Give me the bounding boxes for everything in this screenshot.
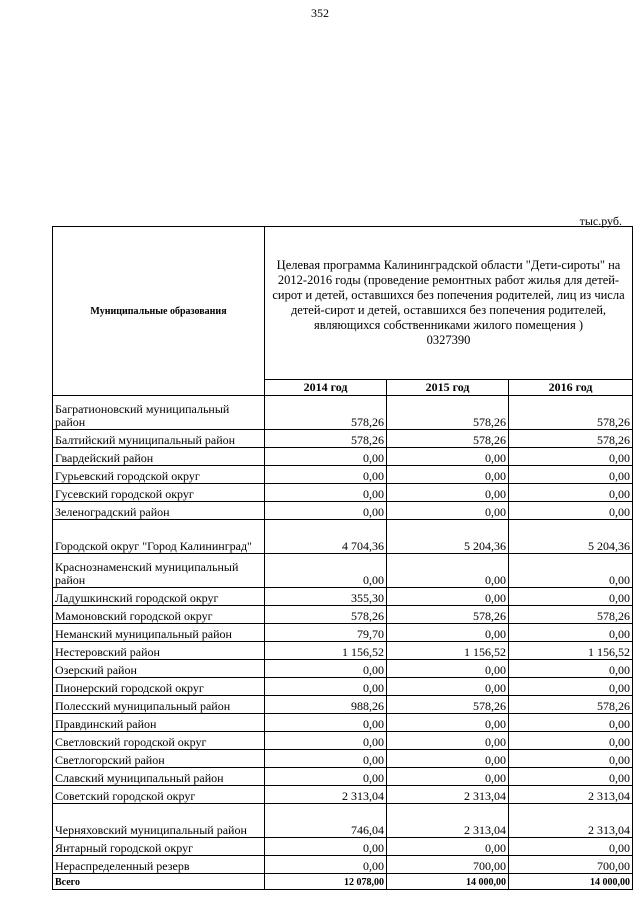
table-row [53, 466, 633, 484]
table-row [53, 502, 633, 520]
value-2016: 0,00 [509, 660, 633, 678]
table-row [53, 804, 633, 838]
value-2016: 0,00 [509, 448, 633, 466]
value-2014: 988,26 [265, 696, 387, 714]
value-2015: 0,00 [387, 714, 509, 732]
value-2014: 746,04 [265, 804, 387, 838]
value-2015: 578,26 [387, 430, 509, 448]
program-text: Целевая программа Калининградской области "Дети-сироты" на 2012-2016 годы (проведение ремонтных работ жилья для детей-сирот и детей, оставшихся без попечения родителей, лиц из числа детей-сирот и детей, оставшихся без попечения родителей, являющихся собственниками жилого помещения ) [272, 258, 625, 332]
value-2014: 4 704,36 [265, 520, 387, 554]
value-2015: 578,26 [387, 696, 509, 714]
value-2014: 0,00 [265, 554, 387, 588]
table-row [53, 430, 633, 448]
table-header [53, 227, 633, 396]
value-2014: 0,00 [265, 660, 387, 678]
table-body [53, 396, 633, 890]
row-name: Мамоновский городской округ [53, 606, 265, 624]
table-row [53, 714, 633, 732]
table-row [53, 696, 633, 714]
value-2015: 0,00 [387, 484, 509, 502]
value-2016: 578,26 [509, 396, 633, 430]
budget-table [52, 226, 633, 890]
row-name: Пионерский городской округ [53, 678, 265, 696]
year-header-2014: 2014 год [265, 380, 387, 396]
value-2016: 1 156,52 [509, 642, 633, 660]
table-row [53, 642, 633, 660]
row-name: Нераспределенный резерв [53, 856, 265, 874]
table-row [53, 588, 633, 606]
table-row [53, 396, 633, 430]
value-2016: 2 313,04 [509, 786, 633, 804]
total-2015: 14 000,00 [387, 874, 509, 890]
table-row [53, 678, 633, 696]
value-2014: 355,30 [265, 588, 387, 606]
row-name: Славский муниципальный район [53, 768, 265, 786]
value-2014: 0,00 [265, 714, 387, 732]
table-row [53, 554, 633, 588]
value-2016: 0,00 [509, 624, 633, 642]
value-2016: 0,00 [509, 838, 633, 856]
table-row [53, 520, 633, 554]
row-name: Правдинский район [53, 714, 265, 732]
table-row [53, 484, 633, 502]
value-2014: 0,00 [265, 466, 387, 484]
value-2014: 578,26 [265, 430, 387, 448]
program-code: 0327390 [426, 333, 471, 347]
row-name: Балтийский муниципальный район [53, 430, 265, 448]
units-label: тыс.руб. [579, 214, 622, 228]
value-2014: 1 156,52 [265, 642, 387, 660]
value-2016: 0,00 [509, 502, 633, 520]
value-2016: 0,00 [509, 732, 633, 750]
value-2015: 578,26 [387, 396, 509, 430]
row-name: Озерский район [53, 660, 265, 678]
value-2015: 5 204,36 [387, 520, 509, 554]
value-2016: 0,00 [509, 554, 633, 588]
table-row [53, 856, 633, 874]
total-row [53, 874, 633, 890]
value-2015: 700,00 [387, 856, 509, 874]
value-2015: 2 313,04 [387, 786, 509, 804]
value-2016: 700,00 [509, 856, 633, 874]
row-name: Полесский муниципальный район [53, 696, 265, 714]
row-name: Неманский муниципальный район [53, 624, 265, 642]
row-name: Ладушкинский городской округ [53, 588, 265, 606]
table-row [53, 660, 633, 678]
value-2016: 578,26 [509, 430, 633, 448]
value-2015: 0,00 [387, 448, 509, 466]
value-2014: 0,00 [265, 768, 387, 786]
table-row [53, 624, 633, 642]
value-2015: 0,00 [387, 750, 509, 768]
value-2015: 0,00 [387, 466, 509, 484]
value-2016: 5 204,36 [509, 520, 633, 554]
value-2016: 0,00 [509, 484, 633, 502]
table-row [53, 606, 633, 624]
value-2015: 0,00 [387, 502, 509, 520]
row-name: Гвардейский район [53, 448, 265, 466]
total-2014: 12 078,00 [265, 874, 387, 890]
value-2014: 0,00 [265, 750, 387, 768]
value-2015: 0,00 [387, 678, 509, 696]
row-name: Городской округ "Город Калининград" [53, 520, 265, 554]
municipalities-header: Муниципальные образования [53, 227, 265, 396]
value-2015: 0,00 [387, 588, 509, 606]
table-row [53, 750, 633, 768]
value-2014: 0,00 [265, 448, 387, 466]
value-2016: 0,00 [509, 714, 633, 732]
value-2014: 578,26 [265, 606, 387, 624]
value-2016: 0,00 [509, 678, 633, 696]
value-2015: 2 313,04 [387, 804, 509, 838]
value-2014: 0,00 [265, 838, 387, 856]
page-number: 352 [311, 6, 329, 20]
total-2016: 14 000,00 [509, 874, 633, 890]
table-row [53, 732, 633, 750]
value-2014: 0,00 [265, 678, 387, 696]
value-2016: 578,26 [509, 606, 633, 624]
value-2015: 0,00 [387, 660, 509, 678]
value-2016: 0,00 [509, 750, 633, 768]
value-2014: 0,00 [265, 502, 387, 520]
row-name: Гурьевский городской округ [53, 466, 265, 484]
table-row [53, 786, 633, 804]
value-2015: 0,00 [387, 624, 509, 642]
row-name: Гусевский городской округ [53, 484, 265, 502]
row-name: Светловский городской округ [53, 732, 265, 750]
row-name: Краснознаменский муниципальный район [53, 554, 265, 588]
value-2014: 578,26 [265, 396, 387, 430]
value-2014: 2 313,04 [265, 786, 387, 804]
value-2016: 2 313,04 [509, 804, 633, 838]
row-name: Черняховский муниципальный район [53, 804, 265, 838]
value-2015: 0,00 [387, 554, 509, 588]
year-header-2016: 2016 год [509, 380, 633, 396]
value-2016: 578,26 [509, 696, 633, 714]
row-name: Советский городской округ [53, 786, 265, 804]
value-2015: 578,26 [387, 606, 509, 624]
row-name: Светлогорский район [53, 750, 265, 768]
value-2015: 0,00 [387, 768, 509, 786]
value-2014: 0,00 [265, 484, 387, 502]
value-2014: 0,00 [265, 732, 387, 750]
value-2014: 79,70 [265, 624, 387, 642]
value-2016: 0,00 [509, 466, 633, 484]
row-name: Янтарный городской округ [53, 838, 265, 856]
total-label: Всего [53, 874, 265, 890]
table-row [53, 448, 633, 466]
row-name: Нестеровский район [53, 642, 265, 660]
value-2015: 0,00 [387, 838, 509, 856]
table-row [53, 838, 633, 856]
row-name: Зеленоградский район [53, 502, 265, 520]
value-2016: 0,00 [509, 768, 633, 786]
value-2015: 1 156,52 [387, 642, 509, 660]
row-name: Багратионовский муниципальный район [53, 396, 265, 430]
value-2015: 0,00 [387, 732, 509, 750]
year-header-2015: 2015 год [387, 380, 509, 396]
table-row [53, 768, 633, 786]
value-2016: 0,00 [509, 588, 633, 606]
program-header [265, 227, 633, 380]
value-2014: 0,00 [265, 856, 387, 874]
